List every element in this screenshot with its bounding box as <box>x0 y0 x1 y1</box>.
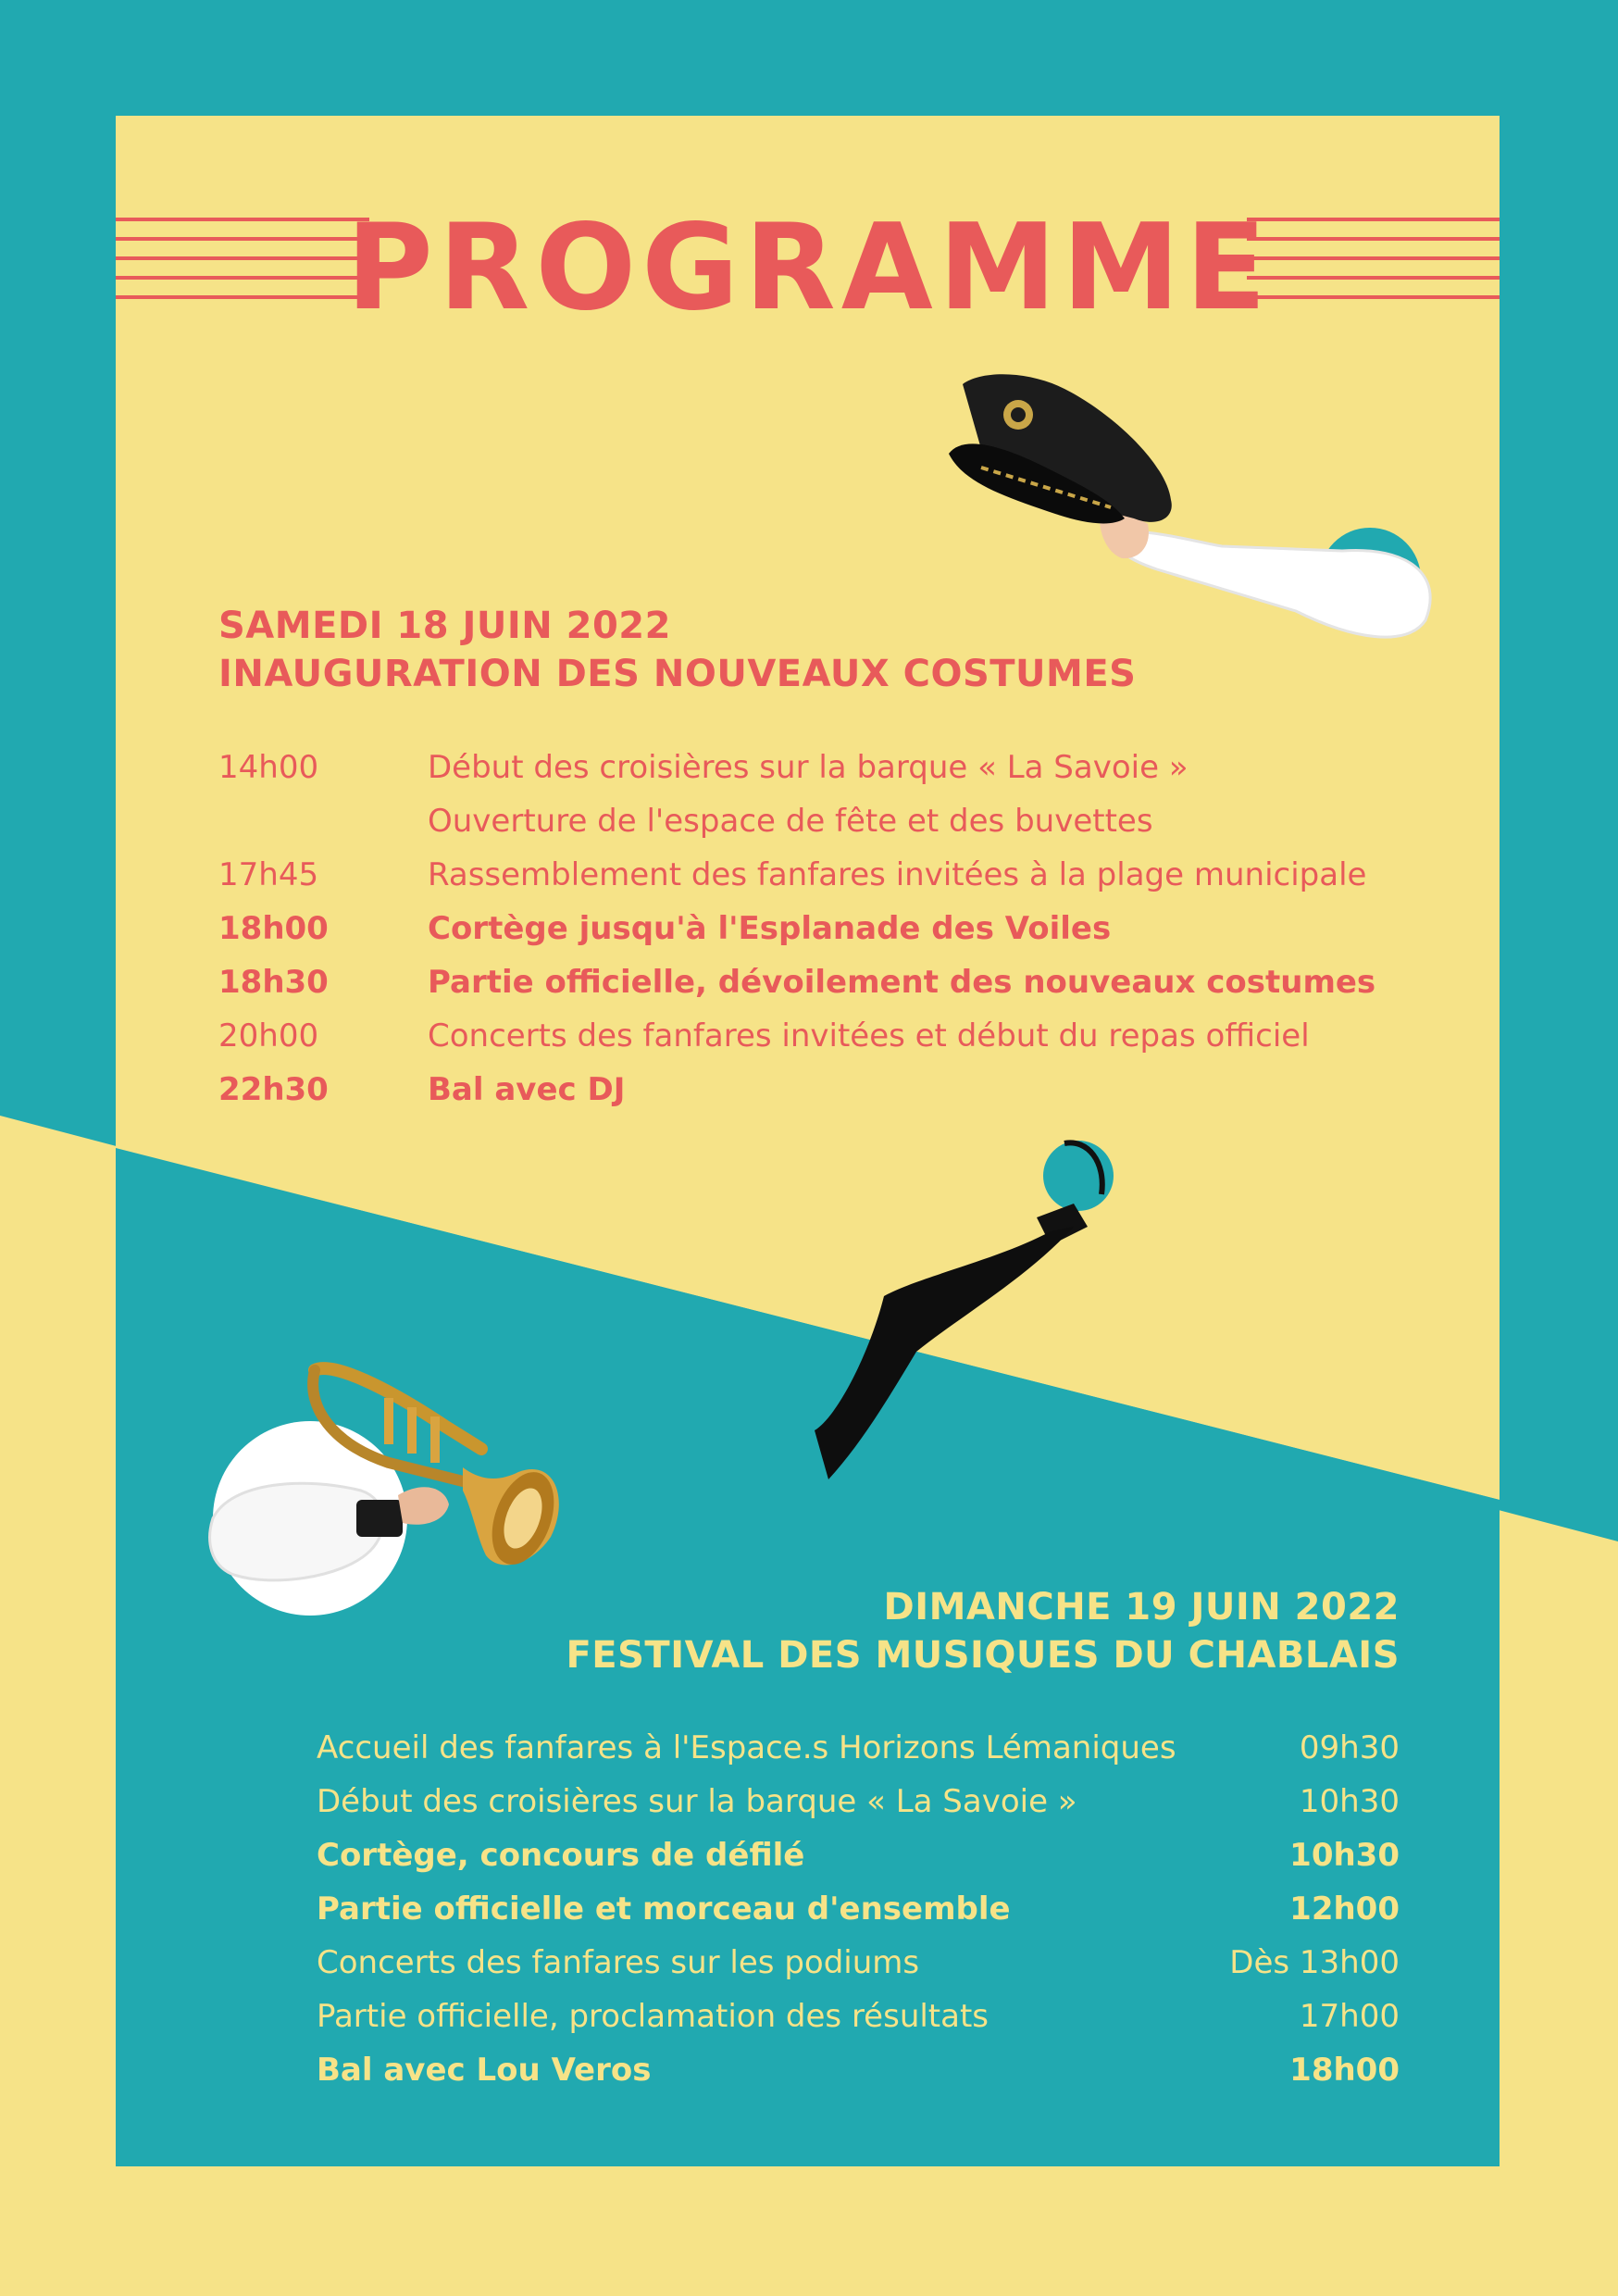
list-item <box>218 1009 1385 1063</box>
schedule-time: 10h30 <box>1289 1837 1400 1874</box>
list-item <box>218 848 1385 902</box>
schedule-time: 10h30 <box>1299 1783 1400 1820</box>
schedule-label: Ouverture de l'espace de fête et des buvettes <box>428 803 1153 840</box>
schedule-time <box>218 794 428 848</box>
schedule-time: 12h00 <box>1289 1890 1400 1928</box>
list-item <box>218 955 1385 1009</box>
schedule-time: 18h00 <box>218 910 329 947</box>
list-item <box>218 741 1385 794</box>
schedule-label: Bal avec DJ <box>428 1071 626 1108</box>
schedule-label: Rassemblement des fanfares invitées à la plage municipale <box>428 856 1367 893</box>
saturday-theme: INAUGURATION DES NOUVEAUX COSTUMES <box>218 653 1137 695</box>
list-item <box>317 1721 1400 1775</box>
schedule-label: Concerts des fanfares sur les podiums <box>317 1944 920 1981</box>
page-title: PROGRAMME <box>345 199 1273 337</box>
schedule-time: 22h30 <box>218 1071 329 1108</box>
list-item <box>218 902 1385 955</box>
schedule-label: Début des croisières sur la barque « La Savoie » <box>317 1783 1077 1820</box>
schedule-label: Partie officielle, dévoilement des nouveaux costumes <box>428 964 1376 1001</box>
schedule-time: 17h00 <box>1299 1998 1400 2035</box>
schedule-label: Cortège, concours de défilé <box>317 1837 805 1874</box>
sunday-schedule <box>317 1721 1400 2097</box>
saturday-heading <box>218 602 1144 698</box>
sunday-date: DIMANCHE 19 JUIN 2022 <box>883 1586 1400 1628</box>
list-item <box>317 1936 1400 1990</box>
list-item <box>218 1063 1385 1117</box>
list-item <box>317 1990 1400 2043</box>
list-item <box>317 1775 1400 1828</box>
schedule-time: 17h45 <box>218 856 319 893</box>
schedule-time: 18h30 <box>218 964 329 1001</box>
schedule-label: Bal avec Lou Veros <box>317 2052 652 2089</box>
list-item <box>317 2043 1400 2097</box>
saturday-date: SAMEDI 18 JUIN 2022 <box>218 605 671 647</box>
schedule-time: Dès 13h00 <box>1229 1944 1400 1981</box>
schedule-time: 20h00 <box>218 1017 319 1054</box>
schedule-label: Partie officielle, proclamation des résultats <box>317 1998 989 2035</box>
schedule-label: Accueil des fanfares à l'Espace.s Horizons Lémaniques <box>317 1729 1176 1766</box>
list-item <box>317 1882 1400 1936</box>
schedule-time: 18h00 <box>1289 2052 1400 2089</box>
schedule-label: Partie officielle et morceau d'ensemble <box>317 1890 1011 1928</box>
list-item <box>317 1828 1400 1882</box>
schedule-time: 09h30 <box>1299 1729 1400 1766</box>
sunday-theme: FESTIVAL DES MUSIQUES DU CHABLAIS <box>566 1634 1400 1677</box>
saturday-schedule <box>218 741 1385 1117</box>
schedule-time: 14h00 <box>218 749 319 786</box>
list-item <box>218 794 1385 848</box>
schedule-label: Début des croisières sur la barque « La Savoie » <box>428 749 1189 786</box>
schedule-label: Concerts des fanfares invitées et début du repas officiel <box>428 1017 1310 1054</box>
schedule-label: Cortège jusqu'à l'Esplanade des Voiles <box>428 910 1112 947</box>
sunday-heading <box>555 1583 1400 1679</box>
